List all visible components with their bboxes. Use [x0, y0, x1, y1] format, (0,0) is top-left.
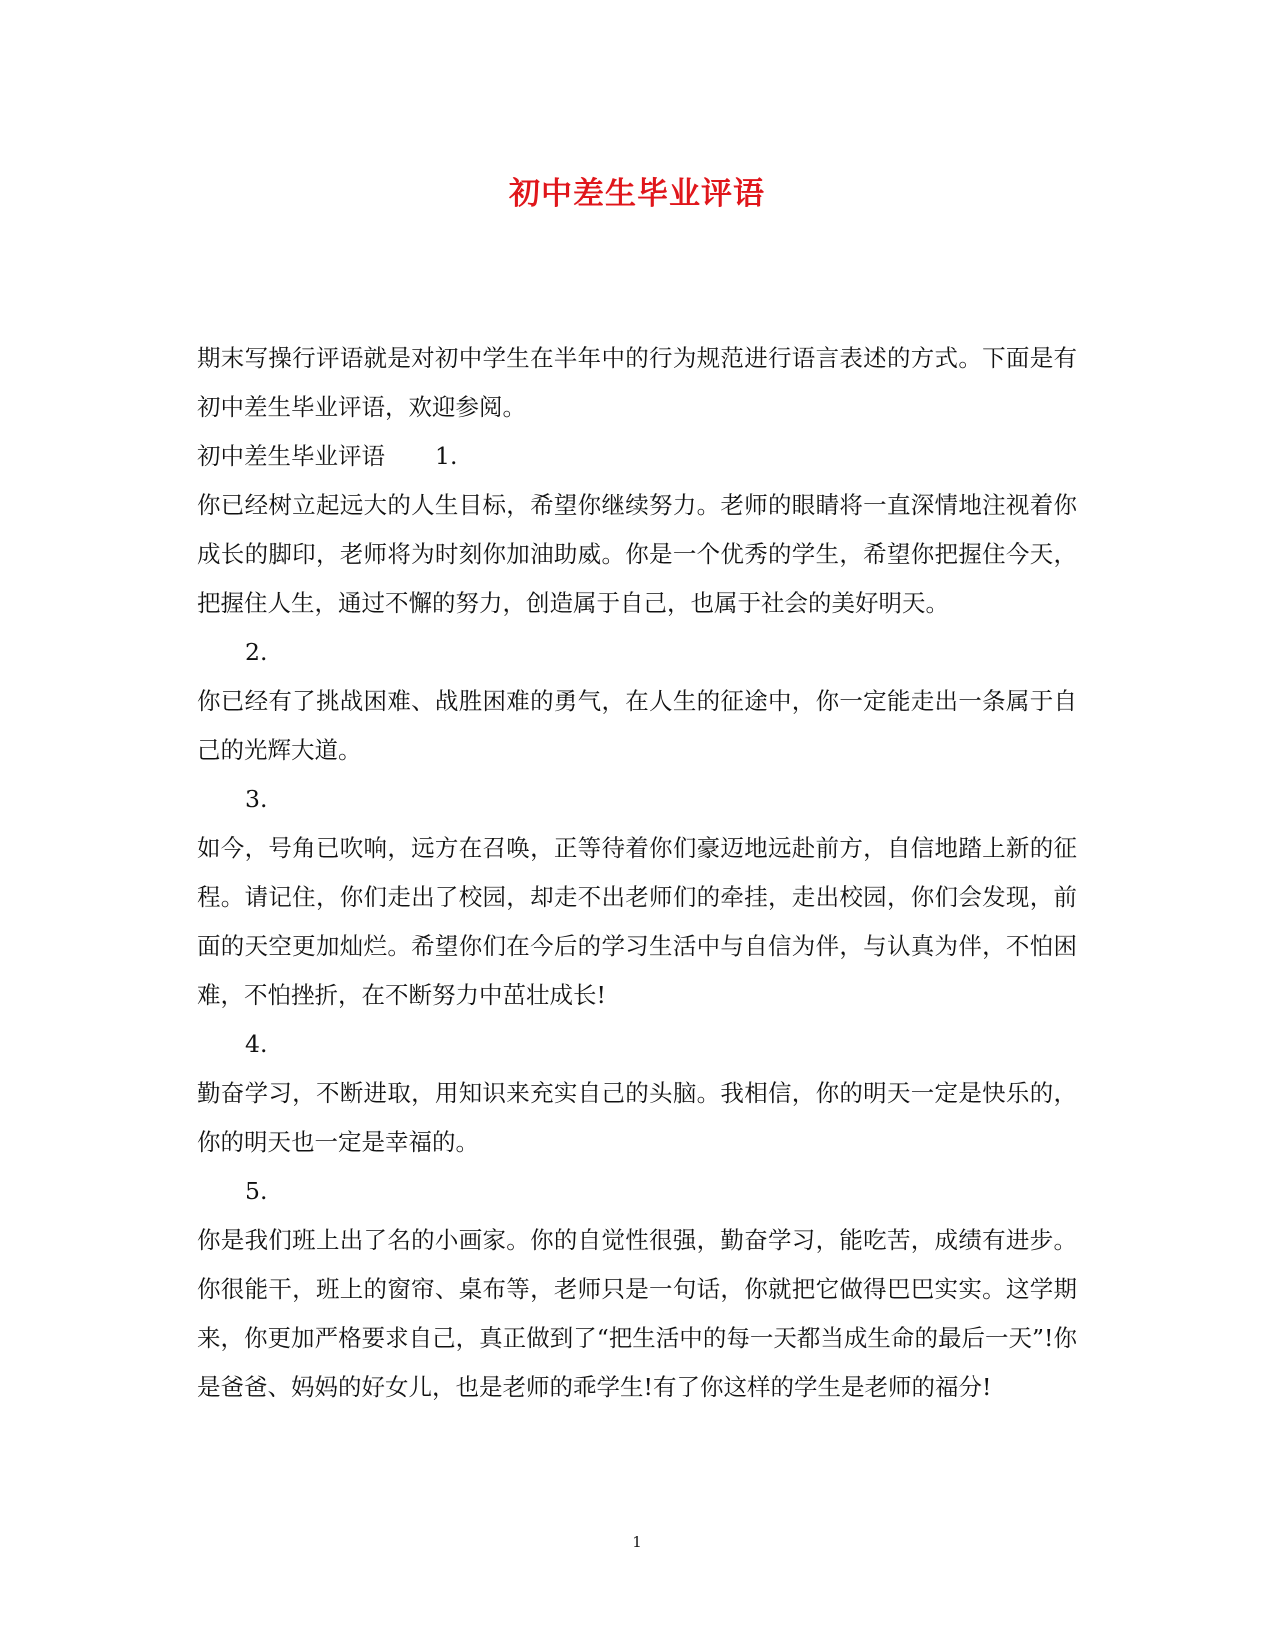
item-text-5: 你是我们班上出了名的小画家。你的自觉性很强，勤奋学习，能吃苦，成绩有进步。你很能干，班上的窗帘、桌布等，老师只是一句话，你就把它做得巴巴实实。这学期来，你更加严格要求自己，真正做到了“把生活中的每一天都当成生命的最后一天”!你是爸爸、妈妈的好女儿，也是老师的乖学生!有了你这样的学生是老师的福分! — [197, 1226, 1077, 1401]
intro-paragraph: 期末写操行评语就是对初中学生在半年中的行为规范进行语言表述的方式。下面是有初中差生毕业评语，欢迎参阅。 — [197, 344, 1077, 421]
item-number-3: 3. — [245, 785, 268, 813]
item-number-4: 4. — [245, 1030, 268, 1058]
page-number: 1 — [632, 1533, 642, 1551]
document-body — [197, 334, 1077, 1412]
document-title: 初中差生毕业评语 — [509, 176, 765, 212]
item-text-2: 你已经有了挑战困难、战胜困难的勇气，在人生的征途中，你一定能走出一条属于自己的光辉大道。 — [197, 687, 1077, 764]
item-text-1: 你已经树立起远大的人生目标，希望你继续努力。老师的眼睛将一直深情地注视着你成长的脚印，老师将为时刻你加油助威。你是一个优秀的学生，希望你把握住今天，把握住人生，通过不懈的努力，创造属于自己，也属于社会的美好明天。 — [197, 491, 1077, 617]
item-number-1: 1. — [435, 442, 458, 470]
item-number-2: 2. — [245, 638, 268, 666]
item-text-4: 勤奋学习，不断进取，用知识来充实自己的头脑。我相信，你的明天一定是快乐的，你的明天也一定是幸福的。 — [197, 1079, 1077, 1156]
item-number-5: 5. — [245, 1177, 268, 1205]
heading-line — [197, 432, 1077, 481]
item-text-3: 如今，号角已吹响，远方在召唤，正等待着你们豪迈地远赴前方，自信地踏上新的征程。请记住，你们走出了校园，却走不出老师们的牵挂，走出校园，你们会发现，前面的天空更加灿烂。希望你们在今后的学习生活中与自信为伴，与认真为伴，不怕困难，不怕挫折，在不断努力中茁壮成长! — [197, 834, 1077, 1009]
section-heading: 初中差生毕业评语 — [197, 442, 385, 470]
